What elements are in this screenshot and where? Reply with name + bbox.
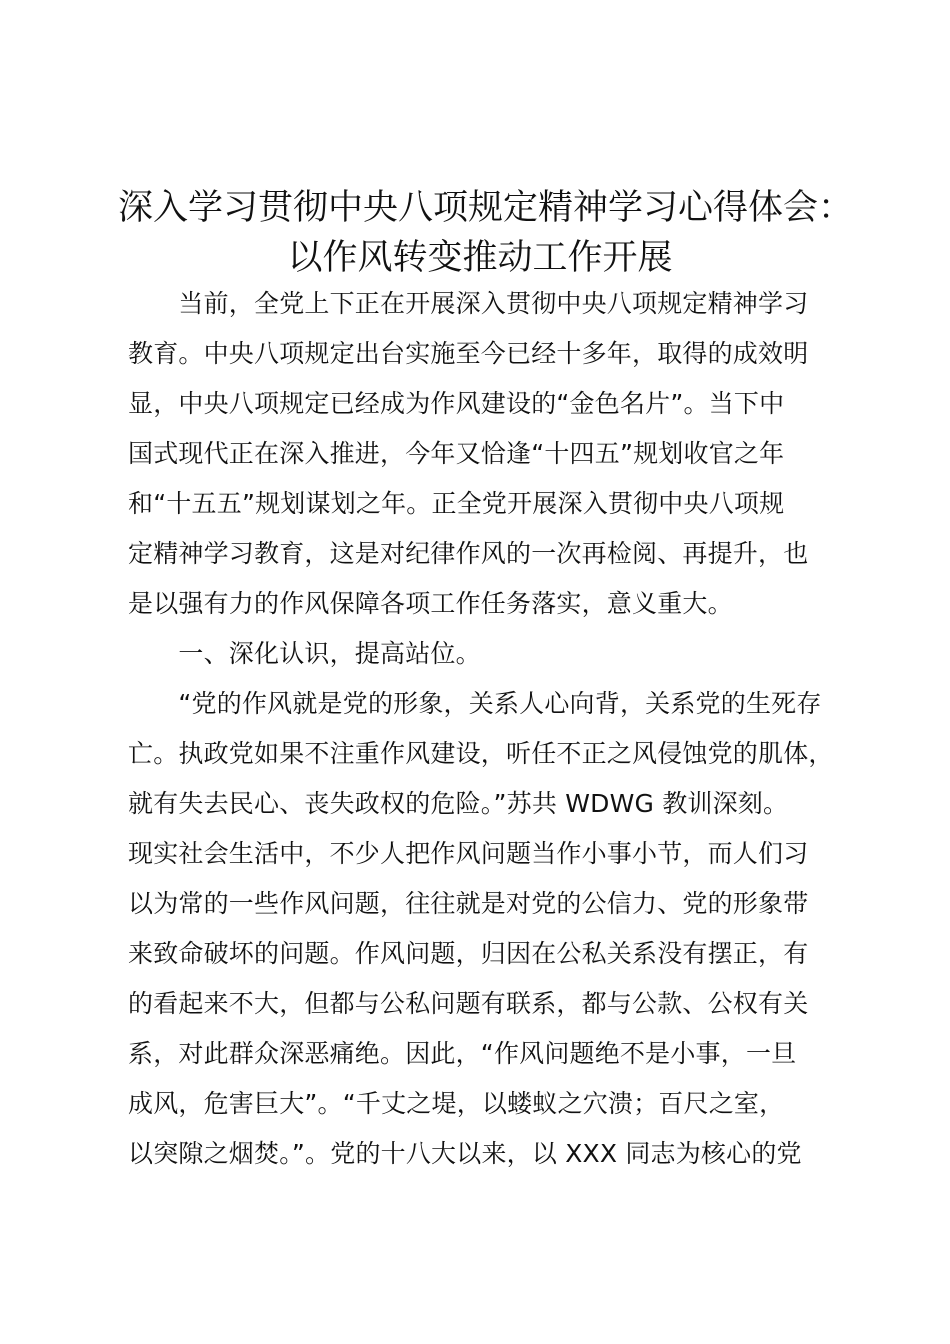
body-line: 定精神学习教育，这是对纪律作风的一次再检阅、再提升，也	[128, 539, 809, 568]
body-line: 和“十五五”规划谋划之年。正全党开展深入贯彻中央八项规	[128, 489, 785, 518]
body-line: 是以强有力的作风保障各项工作任务落实，意义重大。	[128, 589, 733, 618]
body-line: 来致命破坏的问题。作风问题，归因在公私关系没有摆正，有	[128, 939, 809, 968]
body-line: 亡。执政党如果不注重作风建设，听任不正之风侵蚀党的肌体，	[128, 739, 834, 768]
body-line: 现实社会生活中，不少人把作风问题当作小事小节，而人们习	[128, 839, 809, 868]
body-line: 国式现代正在深入推进，今年又恰逢“十四五”规划收官之年	[128, 439, 785, 468]
body-line: 的看起来不大，但都与公私问题有联系，都与公款、公权有关	[128, 989, 809, 1018]
body-line: 显，中央八项规定已经成为作风建设的“金色名片”。当下中	[128, 389, 785, 418]
body-line: “党的作风就是党的形象，关系人心向背，关系党的生死存	[128, 689, 822, 718]
body-line: 成风，危害巨大”。“千丈之堤，以蝼蚁之穴溃；百尺之室，	[128, 1089, 785, 1118]
section-heading: 一、深化认识，提高站位。	[128, 639, 481, 668]
body-line: 以突隙之烟焚。”。党的十八大以来，以 XXX 同志为核心的党	[128, 1139, 802, 1168]
body-line: 系，对此群众深恶痛绝。因此，“作风问题绝不是小事，一旦	[128, 1039, 797, 1068]
body-line: 就有失去民心、丧失政权的危险。”苏共 WDWG 教训深刻。	[128, 789, 789, 818]
document-title-line-2: 以作风转变推动工作开展	[287, 238, 673, 278]
body-line: 教育。中央八项规定出台实施至今已经十多年，取得的成效明	[128, 339, 809, 368]
document-title-line-1: 深入学习贯彻中央八项规定精神学习心得体会：	[118, 188, 854, 228]
body-line: 当前，全党上下正在开展深入贯彻中央八项规定精神学习	[128, 289, 809, 318]
body-line: 以为常的一些作风问题，往往就是对党的公信力、党的形象带	[128, 889, 809, 918]
